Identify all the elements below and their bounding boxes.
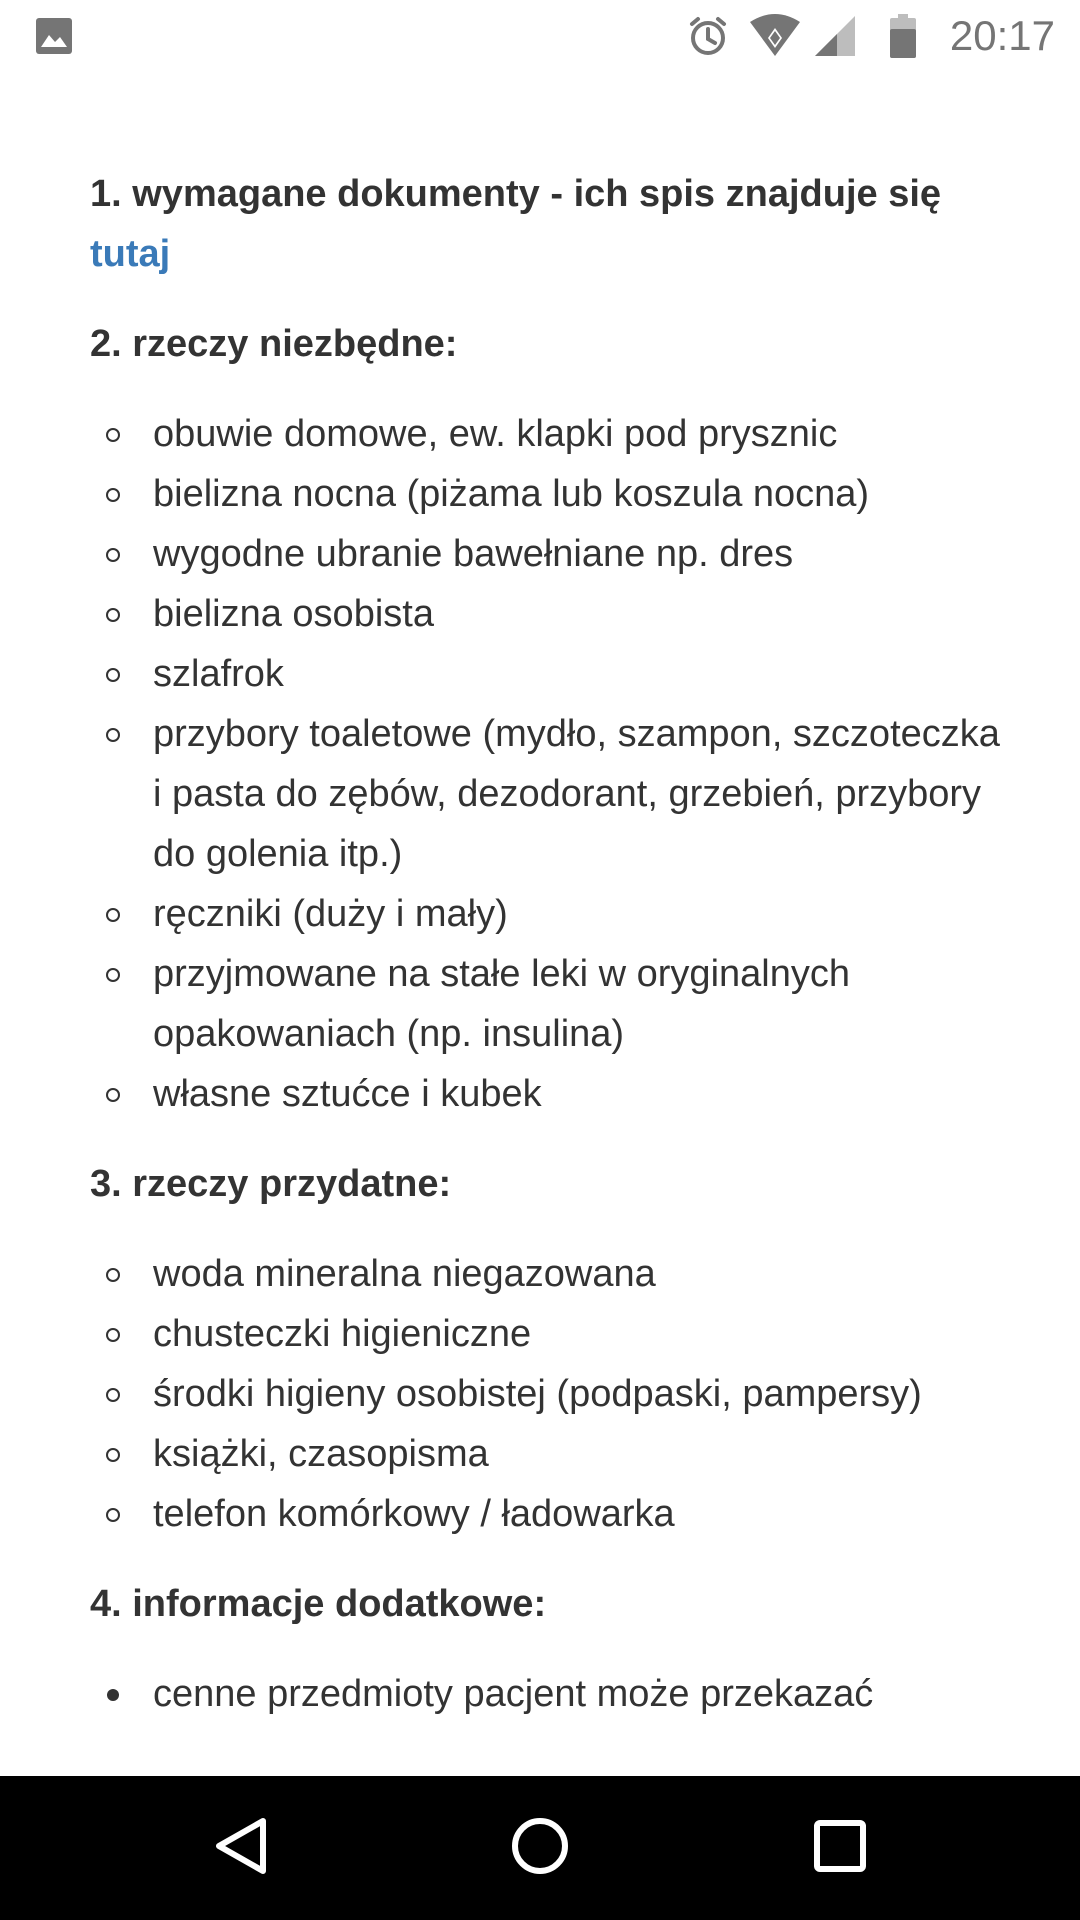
status-time: 20:17 [949,12,1055,59]
list-item-text: szlafrok [153,653,284,695]
list-item-text: bielizna osobista [153,593,434,635]
bullet-icon [106,1268,120,1282]
list-item [90,704,1010,884]
list-item-text: książki, czasopisma [153,1433,489,1475]
signal-icon [812,0,858,72]
bullet-icon [107,1689,119,1701]
section-1-heading-text: 1. wymagane dokumenty - ich spis znajduje się [90,173,942,215]
list-item-text: przybory toaletowe (mydło, szampon, szczoteczka i pasta do zębów, dezodorant, grzebień, przybory do golenia itp.) [153,713,1000,875]
list-item [90,1364,1010,1424]
documents-link[interactable]: tutaj [90,233,171,275]
bullet-icon [106,1328,120,1342]
bullet-icon [106,1388,120,1402]
list-item [90,584,1010,644]
back-button[interactable] [161,1776,321,1920]
list-item [90,1064,1010,1124]
list-item-text: obuwie domowe, ew. klapki pod prysznic [153,413,838,455]
section-3-heading: 3. rzeczy przydatne: [90,1163,452,1205]
list-item [90,1484,1010,1544]
back-icon [213,1816,269,1881]
bullet-icon [106,968,120,982]
list-item-text: chusteczki higieniczne [153,1313,532,1355]
list-item [90,944,1010,1064]
list-item [90,404,1010,464]
bullet-icon [106,488,120,502]
list-item-text: wygodne ubranie bawełniane np. dres [153,533,794,575]
list-item-text: przyjmowane na stałe leki w oryginalnych opakowaniach (np. insulina) [153,953,850,1055]
additional-info-list [90,1664,1010,1724]
home-icon [510,1816,570,1881]
bullet-icon [106,1508,120,1522]
status-bar [0,0,1080,72]
bullet-icon [106,1448,120,1462]
section-4-heading: 4. informacje dodatkowe: [90,1583,547,1625]
recents-icon [813,1819,867,1878]
list-item [90,1244,1010,1304]
section-2-heading: 2. rzeczy niezbędne: [90,323,458,365]
bullet-icon [106,668,120,682]
list-item [90,464,1010,524]
list-item [90,884,1010,944]
necessary-items-list [90,404,1010,1124]
bullet-icon [106,608,120,622]
list-item [90,1424,1010,1484]
image-notification-icon [32,0,76,72]
list-item-text: woda mineralna niegazowana [153,1253,656,1295]
bullet-icon [106,548,120,562]
bullet-icon [106,428,120,442]
list-item-text: ręczniki (duży i mały) [153,893,508,935]
useful-items-list [90,1244,1010,1544]
list-item [90,1304,1010,1364]
bullet-icon [106,728,120,742]
recents-button[interactable] [760,1776,920,1920]
list-item-text: własne sztućce i kubek [153,1073,542,1115]
list-item-text: bielizna nocna (piżama lub koszula nocna) [153,473,870,515]
section-1-heading [90,164,1010,284]
bullet-icon [106,908,120,922]
home-button[interactable] [460,1776,620,1920]
page-content [90,164,1010,1754]
alarm-icon [684,0,732,72]
list-item-text: środki higieny osobistej (podpaski, pampersy) [153,1373,922,1415]
battery-icon [886,0,920,72]
navigation-bar [0,1776,1080,1920]
list-item [90,524,1010,584]
list-item-text: cenne przedmioty pacjent może przekazać [153,1673,874,1715]
bullet-icon [106,1088,120,1102]
list-item [90,1664,1010,1724]
wifi-icon [747,0,803,72]
list-item [90,644,1010,704]
list-item-text: telefon komórkowy / ładowarka [153,1493,675,1535]
